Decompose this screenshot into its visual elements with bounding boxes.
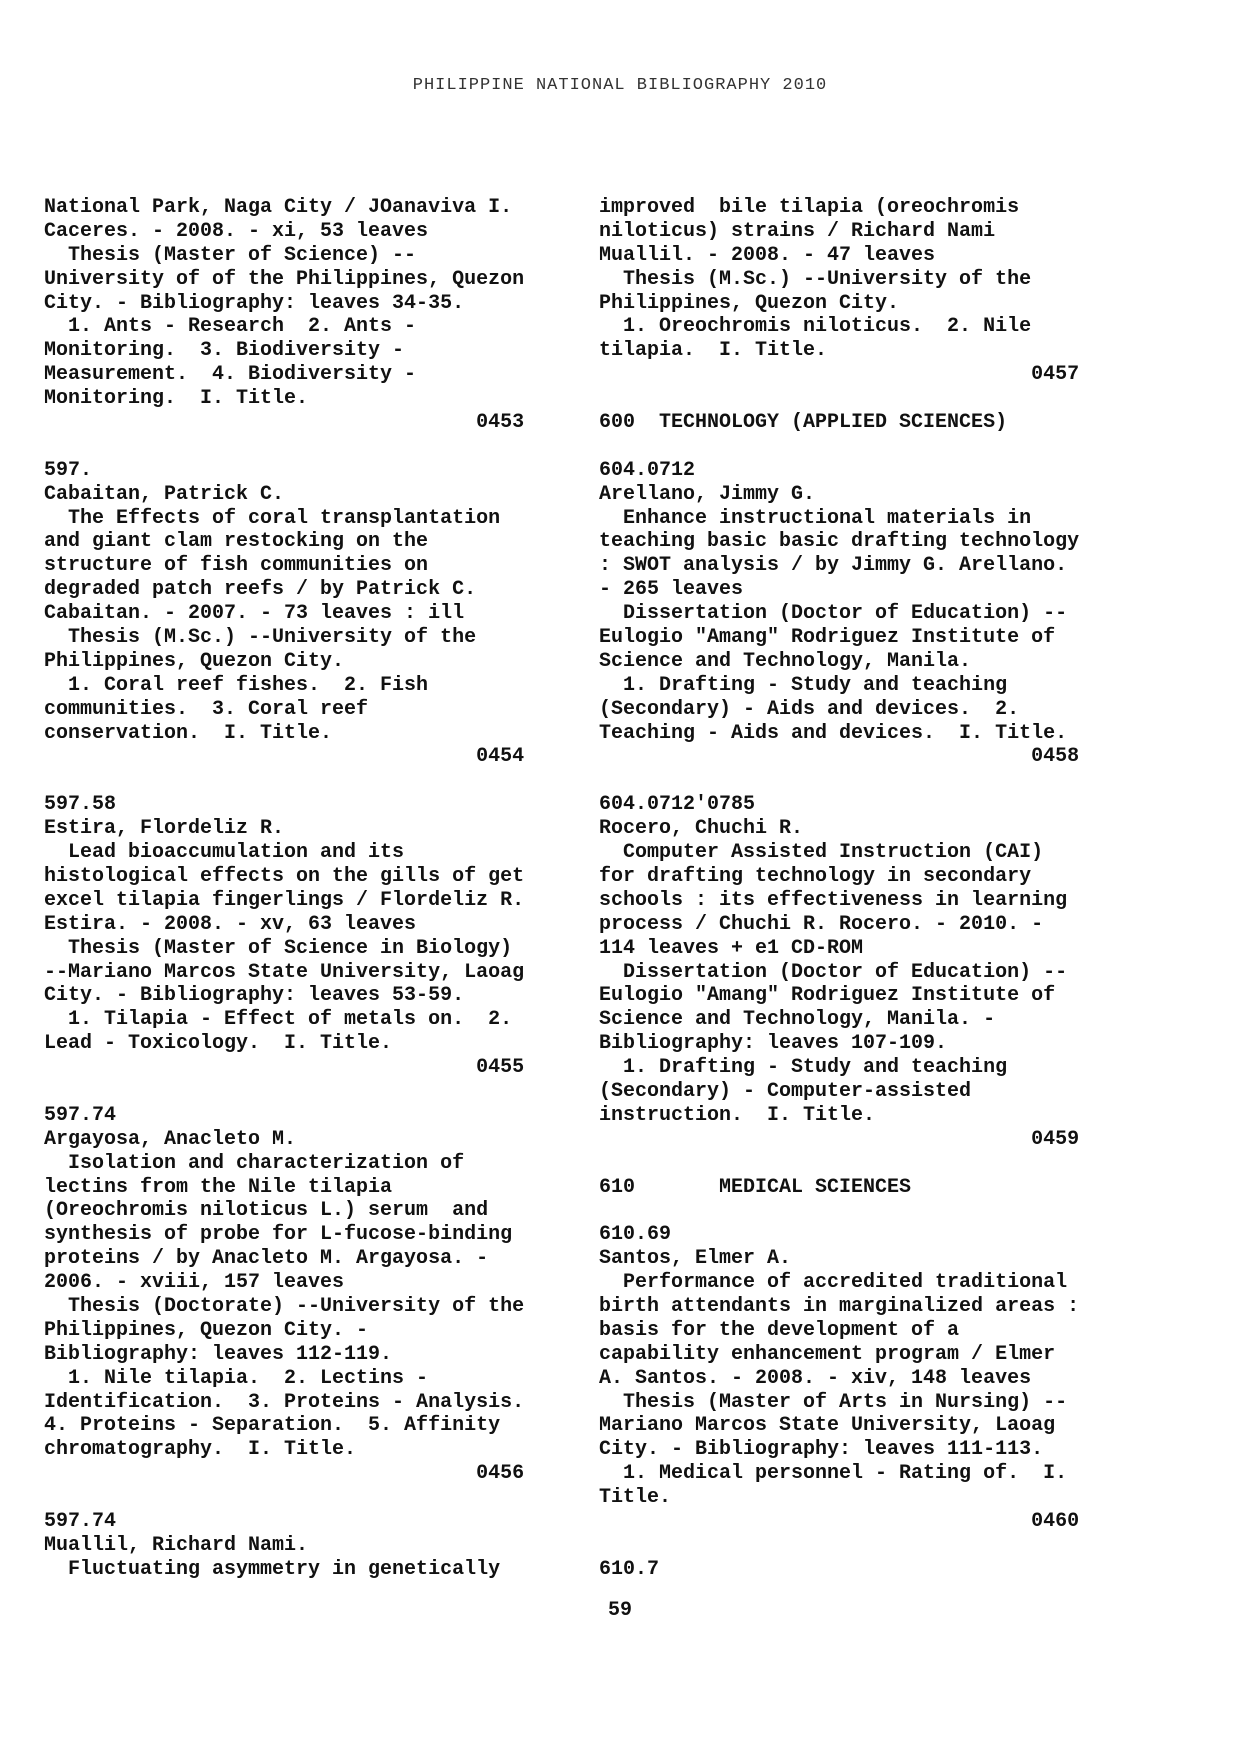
entry-line: Identification. 3. Proteins - Analysis. (44, 1390, 525, 1414)
entry-line: 0454 (44, 745, 525, 769)
entry-line (599, 1199, 1109, 1223)
right-column (599, 196, 1109, 1582)
entry-line: conservation. I. Title. (44, 721, 333, 745)
entry-line: 0458 (599, 745, 1080, 769)
entry-line: Estira, Flordeliz R. (44, 817, 285, 841)
entry-line: 610.69 (599, 1223, 672, 1247)
left-column (44, 196, 554, 1582)
entry-line (599, 1152, 1109, 1176)
entry-line: Lead bioaccumulation and its (44, 841, 405, 865)
entry-line: 610.7 (599, 1557, 660, 1581)
entry-line: 1. Nile tilapia. 2. Lectins - (44, 1366, 429, 1390)
entry-line: schools : its effectiveness in learning (599, 888, 1068, 912)
entry-line (44, 1080, 554, 1104)
entry-line (44, 769, 554, 793)
entry-line: for drafting technology in secondary (599, 864, 1032, 888)
entry-line: Mariano Marcos State University, Laoag (599, 1414, 1056, 1438)
entry-line: The Effects of coral transplantation (44, 506, 501, 530)
entry-line: Cabaitan. - 2007. - 73 leaves : ill (44, 602, 465, 626)
entry-line: (Oreochromis niloticus L.) serum and (44, 1199, 489, 1223)
entry-line: --Mariano Marcos State University, Laoag (44, 960, 525, 984)
entry-line: Measurement. 4. Biodiversity - (44, 363, 417, 387)
entry-line (44, 435, 554, 459)
entry-line (599, 769, 1109, 793)
entry-line: City. - Bibliography: leaves 34-35. (44, 291, 465, 315)
entry-line: 2006. - xviii, 157 leaves (44, 1271, 345, 1295)
entry-line: Thesis (Master of Science in Biology) (44, 936, 513, 960)
entry-line: 1. Ants - Research 2. Ants - (44, 315, 417, 339)
entry-line: Bibliography: leaves 107-109. (599, 1032, 948, 1056)
entry-line (44, 1486, 554, 1510)
entry-line: Arellano, Jimmy G. (599, 482, 816, 506)
entry-line: teaching basic basic drafting technology (599, 530, 1080, 554)
entry-line: 4. Proteins - Separation. 5. Affinity (44, 1414, 501, 1438)
entry-line: Rocero, Chuchi R. (599, 817, 804, 841)
entry-line: 1. Drafting - Study and teaching (599, 1056, 1008, 1080)
entry-line: Eulogio "Amang" Rodriguez Institute of (599, 984, 1056, 1008)
entry-line: 0453 (44, 411, 525, 435)
entry-line: 0457 (599, 363, 1080, 387)
entry-line: tilapia. I. Title. (599, 339, 828, 363)
entry-line: birth attendants in marginalized areas : (599, 1294, 1080, 1318)
entry-line: 1. Oreochromis niloticus. 2. Nile (599, 315, 1032, 339)
entry-line: Caceres. - 2008. - xi, 53 leaves (44, 219, 429, 243)
entry-line: and giant clam restocking on the (44, 530, 429, 554)
entry-line: 1. Medical personnel - Rating of. I. (599, 1462, 1068, 1486)
entry-line: niloticus) strains / Richard Nami (599, 219, 996, 243)
entry-line: Thesis (M.Sc.) --University of the (44, 626, 477, 650)
entry-line: capability enhancement program / Elmer (599, 1342, 1056, 1366)
entry-line: Science and Technology, Manila. (599, 649, 972, 673)
entry-line: Muallil, Richard Nami. (44, 1533, 309, 1557)
entry-line: City. - Bibliography: leaves 111-113. (599, 1438, 1044, 1462)
entry-line: - 265 leaves (599, 578, 744, 602)
entry-line: Philippines, Quezon City. (44, 649, 345, 673)
entry-line: (Secondary) - Aids and devices. 2. (599, 697, 1020, 721)
entry-line: 0455 (44, 1056, 525, 1080)
entry-line: excel tilapia fingerlings / Flordeliz R. (44, 888, 525, 912)
entry-line: Fluctuating asymmetry in genetically (44, 1557, 501, 1581)
entry-line: 610 MEDICAL SCIENCES (599, 1175, 912, 1199)
entry-line: 604.0712'0785 (599, 793, 756, 817)
entry-line: Bibliography: leaves 112-119. (44, 1342, 393, 1366)
entry-line: communities. 3. Coral reef (44, 697, 369, 721)
entry-line (599, 387, 1109, 411)
entry-line: Thesis (Master of Arts in Nursing) -- (599, 1390, 1068, 1414)
entry-line: (Secondary) - Computer-assisted (599, 1079, 972, 1103)
entry-line: Monitoring. I. Title. (44, 387, 309, 411)
entry-line: 1. Tilapia - Effect of metals on. 2. (44, 1008, 513, 1032)
entry-line: Estira. - 2008. - xv, 63 leaves (44, 912, 417, 936)
entry-line: Thesis (M.Sc.) --University of the (599, 267, 1032, 291)
entry-line: basis for the development of a (599, 1318, 960, 1342)
entry-line: Santos, Elmer A. (599, 1247, 792, 1271)
entry-line: National Park, Naga City / JOanaviva I. (44, 196, 513, 219)
entry-line: Cabaitan, Patrick C. (44, 482, 285, 506)
entry-line: Dissertation (Doctor of Education) -- (599, 960, 1068, 984)
entry-line: instruction. I. Title. (599, 1103, 876, 1127)
entry-line: 0460 (599, 1509, 1080, 1533)
entry-line: 597.74 (44, 1103, 117, 1127)
entry-line: 597. (44, 458, 93, 482)
entry-line: 597.58 (44, 793, 117, 817)
entry-line (599, 1534, 1109, 1558)
entry-line: Title. (599, 1486, 672, 1510)
running-head: PHILIPPINE NATIONAL BIBLIOGRAPHY 2010 (412, 76, 828, 95)
entry-line: University of of the Philippines, Quezon (44, 267, 525, 291)
entry-line: improved bile tilapia (oreochromis (599, 196, 1020, 219)
entry-line: 0459 (599, 1127, 1080, 1151)
entry-line: Monitoring. 3. Biodiversity - (44, 339, 405, 363)
entry-line: 600 TECHNOLOGY (APPLIED SCIENCES) (599, 411, 1008, 435)
entry-line: 1. Coral reef fishes. 2. Fish (44, 673, 429, 697)
entry-line: : SWOT analysis / by Jimmy G. Arellano. (599, 554, 1068, 578)
entry-line: Thesis (Doctorate) --University of the (44, 1294, 525, 1318)
entry-line: Isolation and characterization of (44, 1151, 465, 1175)
entry-line: histological effects on the gills of get (44, 864, 525, 888)
entry-line: Philippines, Quezon City. (599, 291, 900, 315)
entry-line: Eulogio "Amang" Rodriguez Institute of (599, 626, 1056, 650)
entry-line: Teaching - Aids and devices. I. Title. (599, 721, 1068, 745)
page-number: 59 (607, 1599, 632, 1622)
entry-line: A. Santos. - 2008. - xiv, 148 leaves (599, 1366, 1032, 1390)
entry-line (599, 435, 1109, 459)
entry-line: Philippines, Quezon City. - (44, 1318, 369, 1342)
entry-line: Thesis (Master of Science) -- (44, 243, 417, 267)
entry-line: Lead - Toxicology. I. Title. (44, 1032, 393, 1056)
entry-line: Science and Technology, Manila. - (599, 1008, 996, 1032)
entry-line: 114 leaves + e1 CD-ROM (599, 936, 864, 960)
entry-line: lectins from the Nile tilapia (44, 1175, 393, 1199)
entry-line: City. - Bibliography: leaves 53-59. (44, 984, 465, 1008)
entry-line: 597.74 (44, 1509, 117, 1533)
entry-line: process / Chuchi R. Rocero. - 2010. - (599, 912, 1044, 936)
entry-line: chromatography. I. Title. (44, 1438, 357, 1462)
entry-line: Performance of accredited traditional (599, 1271, 1068, 1295)
entry-line: 604.0712 (599, 458, 696, 482)
entry-line: 1. Drafting - Study and teaching (599, 673, 1008, 697)
entry-line: Argayosa, Anacleto M. (44, 1127, 297, 1151)
entry-line: Dissertation (Doctor of Education) -- (599, 602, 1068, 626)
entry-line: structure of fish communities on (44, 554, 429, 578)
entry-line: 0456 (44, 1462, 525, 1486)
entry-line: synthesis of probe for L-fucose-binding (44, 1223, 513, 1247)
entry-line: Enhance instructional materials in (599, 506, 1032, 530)
entry-line: Computer Assisted Instruction (CAI) (599, 841, 1044, 865)
entry-line: Muallil. - 2008. - 47 leaves (599, 243, 936, 267)
entry-line: degraded patch reefs / by Patrick C. (44, 578, 477, 602)
entry-line: proteins / by Anacleto M. Argayosa. - (44, 1247, 489, 1271)
